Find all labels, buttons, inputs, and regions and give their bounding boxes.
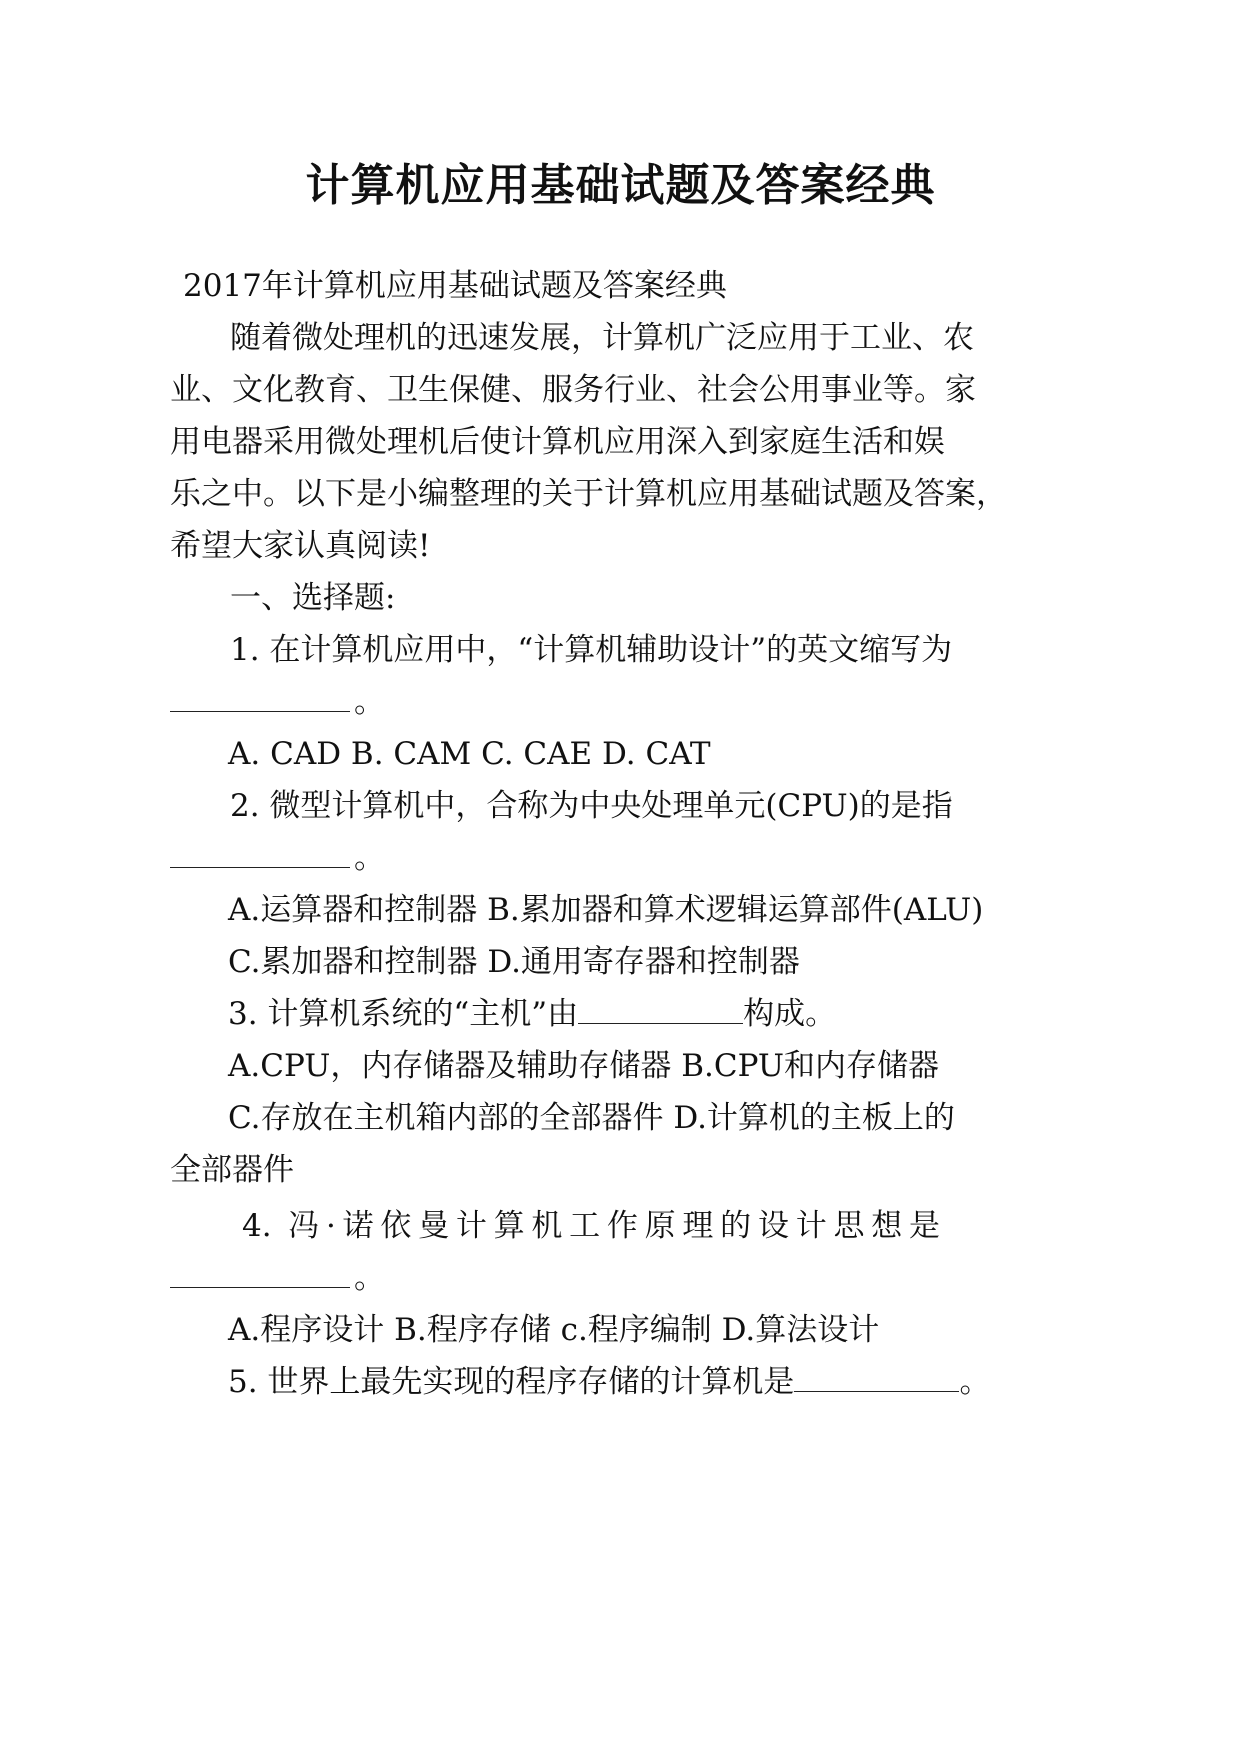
question-2-options-1: A.运算器和控制器 B.累加器和算术逻辑运算部件(ALU) <box>228 892 984 928</box>
question-3-stem <box>228 994 836 1034</box>
intro-line-3: 用电器采用微处理机后使计算机应用深入到家庭生活和娱 <box>170 424 945 460</box>
question-3-stem-after: 构成。 <box>743 996 837 1032</box>
question-2-answer-line <box>170 838 385 878</box>
question-3-options-3: 全部器件 <box>170 1152 294 1188</box>
answer-blank <box>170 839 350 868</box>
question-3-options-1: A.CPU，内存储器及辅助存储器 B.CPU和内存储器 <box>228 1048 940 1084</box>
intro-line-1: 随着微处理机的迅速发展，计算机广泛应用于工业、农 <box>230 320 974 356</box>
intro-line-4: 乐之中。以下是小编整理的关于计算机应用基础试题及答案， <box>170 476 1007 512</box>
question-1-options: A. CAD B. CAM C. CAE D. CAT <box>228 736 711 772</box>
question-1-answer-line <box>170 682 385 722</box>
question-1-stem: 1. 在计算机应用中，“计算机辅助设计”的英文缩写为 <box>230 632 953 668</box>
answer-blank <box>170 683 350 712</box>
question-4-options: A.程序设计 B.程序存储 c.程序编制 D.算法设计 <box>228 1312 880 1348</box>
question-2-options-2: C.累加器和控制器 D.通用寄存器和控制器 <box>228 944 800 980</box>
question-end-mark: 。 <box>354 840 385 876</box>
question-3-options-2: C.存放在主机箱内部的全部器件 D.计算机的主板上的 <box>228 1100 955 1136</box>
question-4-answer-line <box>170 1258 385 1298</box>
intro-line-2: 业、文化教育、卫生保健、服务行业、社会公用事业等。家 <box>170 372 976 408</box>
answer-blank <box>170 1259 350 1288</box>
question-5-stem <box>228 1362 990 1402</box>
document-title: 计算机应用基础试题及答案经典 <box>305 160 936 211</box>
answer-blank <box>794 1363 959 1392</box>
question-end-mark: 。 <box>354 1260 385 1296</box>
document-subtitle: 2017年计算机应用基础试题及答案经典 <box>183 268 727 304</box>
question-5-stem-text: 5. 世界上最先实现的程序存储的计算机是 <box>228 1364 795 1400</box>
question-end-mark: 。 <box>959 1364 991 1400</box>
question-3-stem-before: 3. 计算机系统的“主机”由 <box>228 996 579 1032</box>
question-4-stem: 4. 冯·诺依曼计算机工作原理的设计思想是 <box>242 1208 940 1244</box>
question-end-mark: 。 <box>354 684 385 720</box>
question-2-stem: 2. 微型计算机中，合称为中央处理单元(CPU)的是指 <box>230 788 953 824</box>
intro-line-5: 希望大家认真阅读! <box>170 528 431 564</box>
section-heading: 一、选择题: <box>230 580 396 616</box>
answer-blank <box>578 995 743 1024</box>
